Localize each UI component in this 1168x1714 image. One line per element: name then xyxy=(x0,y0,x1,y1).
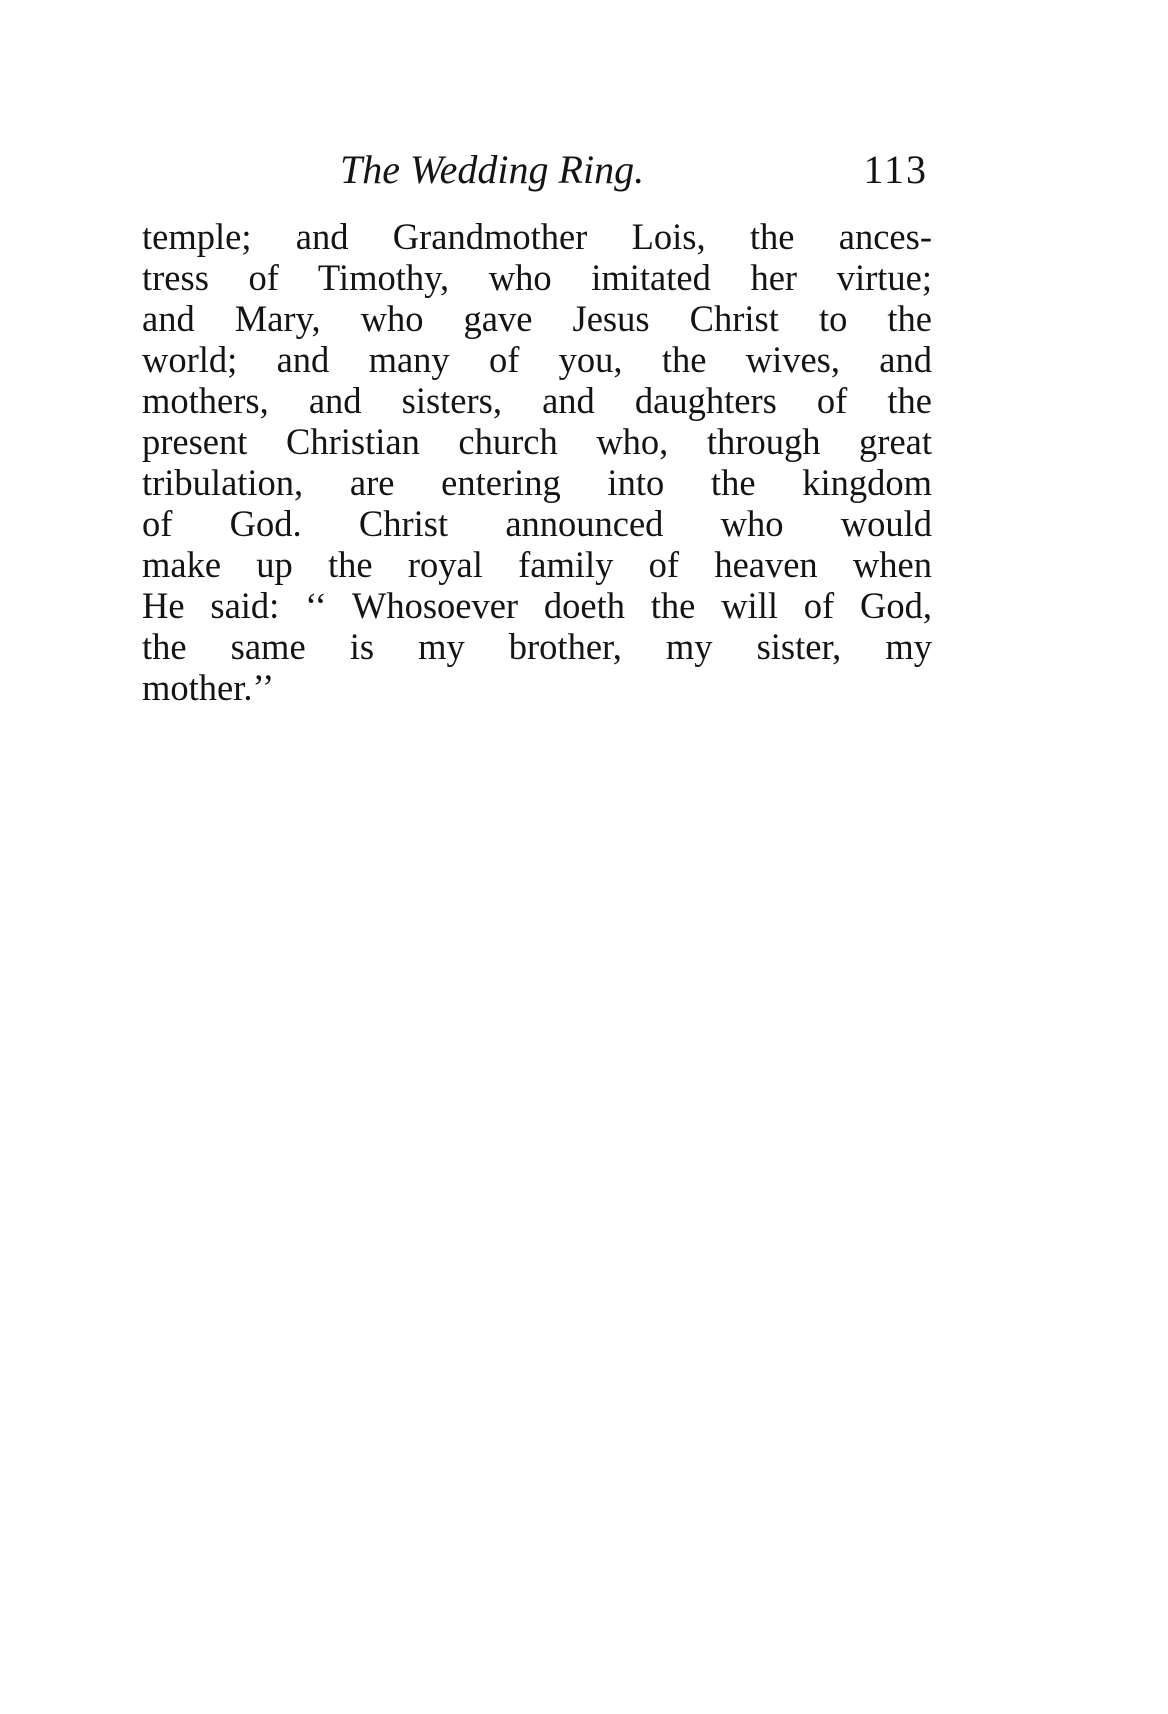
text-line: world; and many of you, the wives, and xyxy=(142,339,932,380)
text-line: tress of Timothy, who imitated her virtue; xyxy=(142,257,932,298)
text-line: mother.’’ xyxy=(142,667,275,708)
page-number: 113 xyxy=(863,147,928,192)
text-line: and Mary, who gave Jesus Christ to the xyxy=(142,298,932,339)
text-line: tribulation, are entering into the kingdom xyxy=(142,462,932,503)
text-line: of God. Christ announced who would xyxy=(142,503,932,544)
body-text xyxy=(142,216,932,708)
running-head xyxy=(142,140,932,200)
text-line: the same is my brother, my sister, my xyxy=(142,626,932,667)
text-line: He said: ‘‘ Whosoever doeth the will of God, xyxy=(142,585,932,626)
text-line: mothers, and sisters, and daughters of the xyxy=(142,380,932,421)
text-line: temple; and Grandmother Lois, the ances- xyxy=(142,216,932,257)
text-line: make up the royal family of heaven when xyxy=(142,544,932,585)
running-title: The Wedding Ring. xyxy=(340,147,645,192)
text-line: present Christian church who, through great xyxy=(142,421,932,462)
